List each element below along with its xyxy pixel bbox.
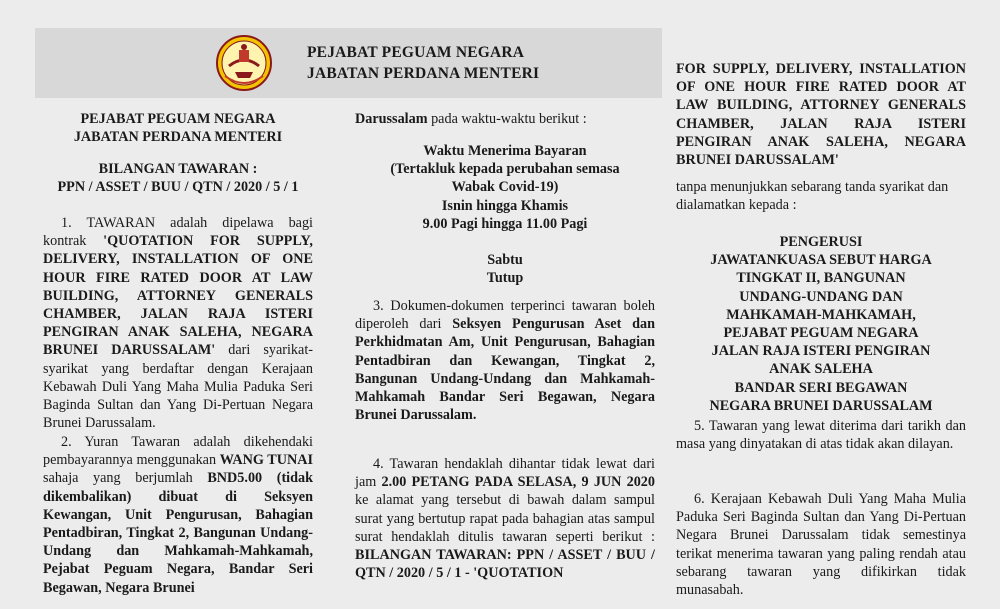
p1-text-c: dari syarikat-syarikat yang berdaftar dengan Kerajaan Kebawah Duli Yang Maha Mulia Paduka Seri Baginda Sultan dan Yang Di-Pertuan Negara Brunei Darussalam. — [43, 342, 313, 432]
payment-hours: 9.00 Pagi hingga 11.00 Pagi — [422, 215, 588, 232]
saturday-label: Sabtu — [487, 252, 523, 269]
saturday-closed: Tutup — [486, 270, 524, 287]
p2-text-d: BND5.00 (tidak dikembalikan) dibuat di Seksyen Kewangan, Unit Pengurusan, Bahagian Pentadbiran, Tingkat 2, Bangunan Undang-Undang dan Mahkamah-Mahkamah, Pejabat Peguam Negara, Bandar Seri Begawan, Negara Brunei — [43, 470, 313, 596]
paragraph-5: 5. Tawaran yang lewat diterima dari tarikh dan masa yang dinyatakan di atas tidak akan dilayan. — [676, 418, 966, 453]
payment-times-note-1: (Tertakluk kepada perubahan semasa — [390, 161, 620, 178]
p0-text-a: Darussalam — [355, 111, 428, 127]
address-line-4: UNDANG-UNDANG DAN — [739, 288, 903, 305]
address-line-1: PENGERUSI — [779, 234, 863, 250]
paragraph-2-continued — [355, 110, 655, 128]
p1-text-b: 'QUOTATION FOR SUPPLY, DELIVERY, INSTALLATION OF ONE HOUR FIRE RATED DOOR AT LAW BUILDING, ATTORNEY GENERALS CHAMBER, JALAN RAJA ISTERI PENGIRAN ANAK SALEHA, NEGARA BRUNEI DARUSSALAM' — [43, 233, 313, 359]
p2-text-b: WANG TUNAI — [219, 452, 313, 469]
quotation-continued: FOR SUPPLY, DELIVERY, INSTALLATION OF ONE HOUR FIRE RATED DOOR AT LAW BUILDING, ATTORNEY GENERALS CHAMBER, JALAN RAJA ISTERI PENGIRAN ANAK SALEHA, NEGARA BRUNEI DARUSSALAM' — [676, 61, 966, 169]
address-line-6: PEJABAT PEGUAM NEGARA — [723, 325, 919, 342]
p0-text-b: pada waktu-waktu berikut : — [427, 111, 587, 127]
payment-days: Isnin hingga Khamis — [441, 197, 569, 214]
org-line-1: PEJABAT PEGUAM NEGARA — [80, 111, 276, 127]
p4-text-d: BILANGAN TAWARAN: PPN / ASSET / BUU / QTN / 2020 / 5 / 1 - 'QUOTATION — [355, 547, 655, 582]
p3-text-b: Seksyen Pengurusan Aset dan Perkhidmatan Am, Unit Pengurusan, Bahagian Pentadbiran dan Kewangan, Tingkat 2, Bangunan Undang-Undang dan Mahkamah-Mahkamah Bandar Seri Begawan, Negara Brunei Darussalam. — [355, 316, 655, 424]
header-line-2: JABATAN PERDANA MENTERI — [307, 65, 540, 82]
p4-text-b: 2.00 PETANG PADA SELASA, 9 JUN 2020 — [381, 474, 655, 491]
quotation-addressed: tanpa menunjukkan sebarang tanda syarikat dan dialamatkan kepada : — [676, 179, 949, 214]
tender-number-label: BILANGAN TAWARAN : — [98, 161, 258, 177]
p4-text-c: ke alamat yang tersebut di bawah dalam sampul surat yang bertutup rapat pada bahagian atas sampul surat hendaklah ditulis tawaran seperti berikut : — [355, 492, 655, 545]
payment-times-title: Waktu Menerima Bayaran — [423, 143, 587, 159]
paragraph-3 — [355, 297, 655, 424]
tender-number — [43, 160, 313, 196]
paragraph-2 — [43, 433, 313, 597]
paragraph-4 — [355, 455, 655, 582]
payment-times-note-2: Wabak Covid-19) — [451, 179, 559, 196]
p2-text-a: 2. Yuran Tawaran adalah dikehendaki pembayarannya menggunakan — [43, 434, 313, 469]
header-line-1: PEJABAT PEGUAM NEGARA — [307, 44, 525, 61]
p4-text-a: 4. Tawaran hendaklah dihantar tidak lewat dari jam — [355, 456, 655, 491]
payment-times — [355, 142, 655, 287]
address-line-9: BANDAR SERI BEGAWAN — [734, 379, 908, 396]
address-line-7: JALAN RAJA ISTERI PENGIRAN — [711, 343, 931, 360]
address-line-3: TINGKAT II, BANGUNAN — [736, 270, 906, 287]
address-line-5: MAHKAMAH-MAHKAMAH, — [726, 306, 916, 323]
address-block — [676, 233, 966, 415]
org-heading — [43, 110, 313, 146]
address-line-2: JAWATANKUASA SEBUT HARGA — [710, 252, 932, 269]
p2-text-c: sahaja yang berjumlah — [43, 470, 208, 487]
tender-number-value: PPN / ASSET / BUU / QTN / 2020 / 5 / 1 — [57, 179, 299, 196]
org-line-2: JABATAN PERDANA MENTERI — [73, 129, 283, 146]
p3-text-a: 3. Dokumen-dokumen terperinci tawaran boleh diperoleh dari — [355, 298, 655, 333]
address-line-10: NEGARA BRUNEI DARUSSALAM — [709, 397, 933, 414]
header-banner — [35, 28, 662, 98]
header-title — [307, 42, 539, 84]
paragraph-6: 6. Kerajaan Kebawah Duli Yang Maha Mulia Paduka Seri Baginda Sultan dan Yang Di-Pertuan Negara Brunei Darussalam tidak semestinya terikat menerima tawaran yang paling rendah atau sebarang tawaran yang difikirkan tidak munasabah. — [676, 491, 966, 599]
address-line-8: ANAK SALEHA — [769, 361, 873, 378]
p1-text-a: 1. TAWARAN adalah dipelawa bagi kontrak — [43, 215, 313, 250]
paragraph-1 — [43, 214, 313, 432]
crest-emblem-icon — [215, 34, 273, 92]
